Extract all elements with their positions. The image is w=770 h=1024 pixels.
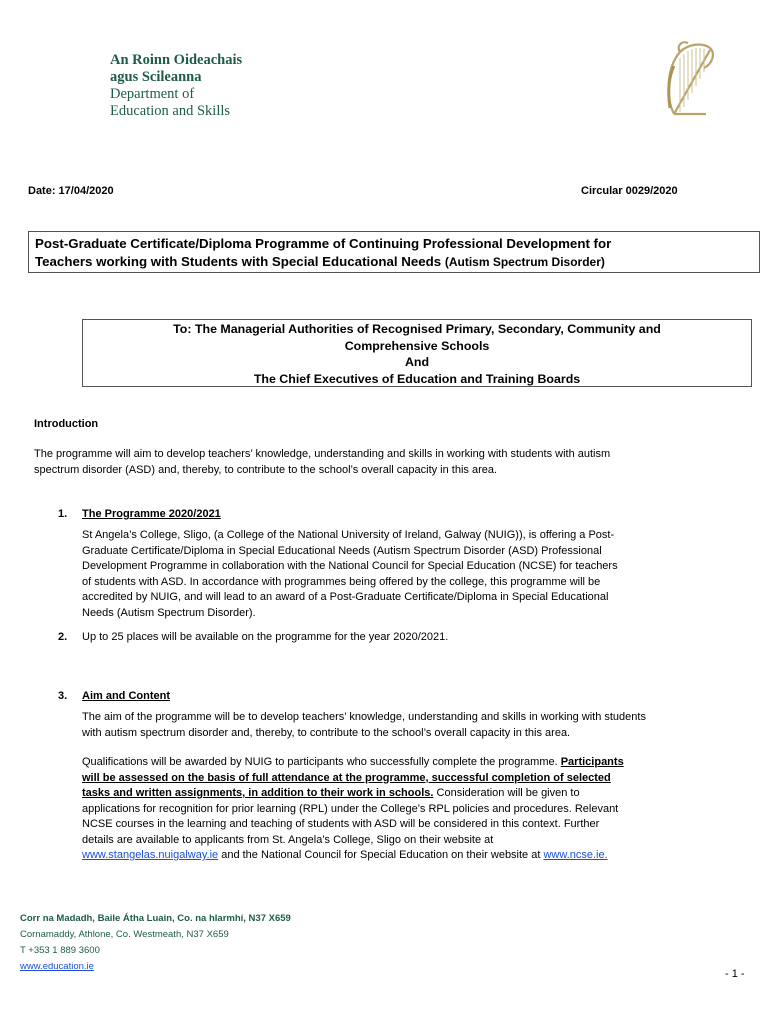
section-3-heading: Aim and Content <box>82 690 170 702</box>
section-1-number: 1. <box>58 508 68 520</box>
recipients-line-2: Comprehensive Schools <box>344 338 490 353</box>
section-2-number: 2. <box>58 631 68 643</box>
assessment-emphasis: Participants <box>560 756 624 768</box>
harp-emblem-icon <box>660 38 720 120</box>
section-1-line: St Angela’s College, Sligo, (a College of the National University of Ireland, Galway (NUIG)), is offering a Post- <box>82 529 615 541</box>
address-footer <box>20 911 291 975</box>
logo-line-english-2: Education and Skills <box>110 103 231 119</box>
circular-number: Circular 0029/2020 <box>581 185 678 197</box>
introduction-line: The programme will aim to develop teachers’ knowledge, understanding and skills in working with students with autism <box>34 448 611 460</box>
section-1-line: Development Programme in collaboration with the National Council for Special Education (NCSE) for teachers <box>82 560 618 572</box>
title-line-2-main: Teachers working with Students with Special Educational Needs <box>35 254 442 269</box>
footer-address-english: Cornamaddy, Athlone, Co. Westmeath, N37 X659 <box>20 929 229 940</box>
section-3-line: NCSE courses in the learning and teaching of students with ASD will be considered in this context. Further <box>82 818 600 830</box>
consideration-text: Consideration will be given to <box>433 787 580 799</box>
section-3-line: applications for recognition for prior learning (RPL) under the College’s RPL policies and procedures. Relevant <box>82 802 619 815</box>
logo-line-irish-2: agus Scileanna <box>110 69 202 85</box>
recipients-line-4: The Chief Executives of Education and Training Boards <box>253 371 581 386</box>
section-2-text: Up to 25 places will be available on the programme for the year 2020/2021. <box>82 631 449 643</box>
section-3-line <box>82 786 762 802</box>
recipients-box <box>82 319 752 387</box>
footer-address-irish: Corr na Madadh, Baile Átha Luain, Co. na hIarmhí, N37 X659 <box>20 913 291 924</box>
ncse-link[interactable]: www.ncse.ie. <box>543 849 608 861</box>
section-3-paragraph-2 <box>82 755 762 864</box>
circular-title-box <box>28 231 760 273</box>
page-number: - 1 - <box>725 968 745 980</box>
title-line-1: Post-Graduate Certificate/Diploma Programme of Continuing Professional Development for <box>35 236 612 251</box>
section-3-line: The aim of the programme will be to develop teachers’ knowledge, understanding and skills in working with students <box>82 711 646 723</box>
assessment-emphasis: tasks and written assignments, in addition to their work in schools. <box>82 787 434 799</box>
section-3-line: details are available to applicants from St. Angela’s College, Sligo on their website at <box>82 833 494 846</box>
logo-line-english-1: Department of <box>110 86 195 102</box>
logo-line-irish-1: An Roinn Oideachais <box>110 52 243 68</box>
section-3-line: with autism spectrum disorder and, thereby, to contribute to the school’s overall capacity in this area. <box>82 726 571 739</box>
introduction-heading: Introduction <box>34 418 99 430</box>
assessment-emphasis: will be assessed on the basis of full attendance at the programme, successful completion of selected <box>82 771 611 784</box>
section-1-paragraph <box>82 528 618 621</box>
qualification-text: Qualifications will be awarded by NUIG to participants who successfully complete the programme. <box>82 756 558 768</box>
section-3-number: 3. <box>58 690 68 702</box>
section-1-line: of students with ASD. In accordance with programmes being offered by the college, this programme will be <box>82 575 601 588</box>
footer-website-link[interactable]: www.education.ie <box>20 961 94 972</box>
section-1-heading: The Programme 2020/2021 <box>82 508 221 520</box>
link-connector-text: and the National Council for Special Education on their website at <box>218 849 544 861</box>
introduction-paragraph <box>34 447 610 478</box>
section-1-line: Needs (Autism Spectrum Disorder). <box>82 606 256 619</box>
section-3-line <box>82 848 762 864</box>
stangelas-link[interactable]: www.stangelas.nuigalway.ie <box>82 849 219 861</box>
section-3-paragraph-1 <box>82 710 646 741</box>
title-line-2-sub: (Autism Spectrum Disorder) <box>444 255 605 269</box>
section-3-line <box>82 755 762 771</box>
department-logo <box>110 52 242 120</box>
section-1-line: Graduate Certificate/Diploma in Special Educational Needs (Autism Spectrum Disorder (ASD) Professional <box>82 544 602 557</box>
circular-date: Date: 17/04/2020 <box>28 185 114 197</box>
footer-phone: T +353 1 889 3600 <box>20 945 100 956</box>
title-line-2 <box>35 253 753 271</box>
section-1-line: accredited by NUIG, and will lead to an award of a Post-Graduate Certificate/Diploma in Special Educational <box>82 591 609 603</box>
recipients-line-1: To: The Managerial Authorities of Recognised Primary, Secondary, Community and <box>173 322 661 336</box>
introduction-line: spectrum disorder (ASD) and, thereby, to contribute to the school’s overall capacity in this area. <box>34 463 498 476</box>
recipients-line-3: And <box>404 355 430 369</box>
